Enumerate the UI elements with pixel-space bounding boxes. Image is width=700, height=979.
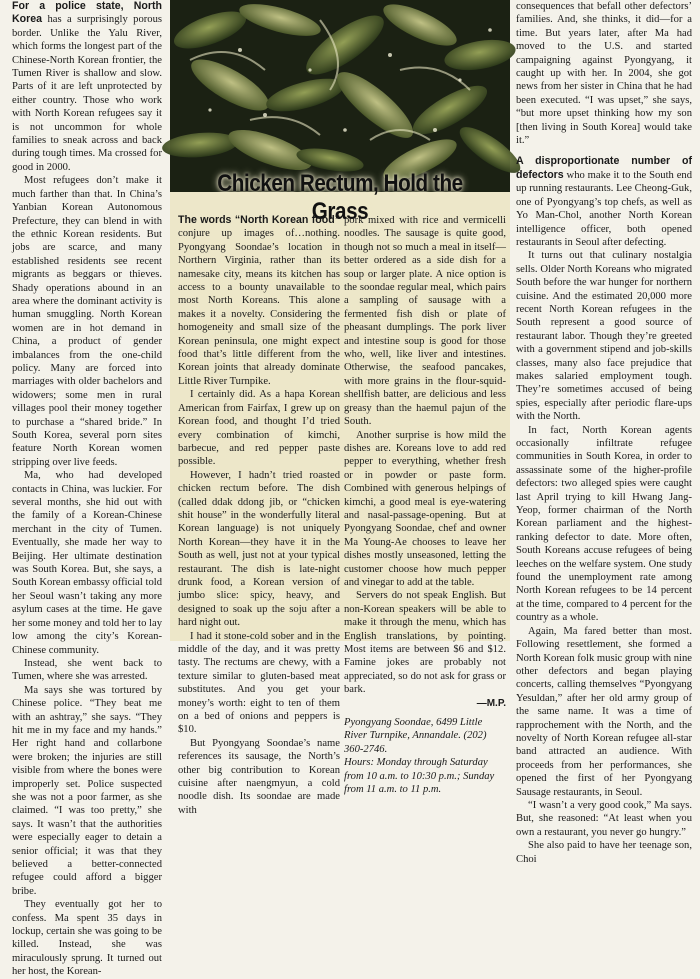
article-paragraph: Instead, she went back to Tumen, where she was arrested. (12, 657, 162, 683)
restaurant-hours: Hours: Monday through Saturday from 10 a.m. to 10:30 p.m.; Sunday from 11 a.m. to 11 p.m. (344, 757, 495, 796)
sidebar-paragraph: Another surprise is how mild the dishes are. Koreans love to add red pepper to everything, whether fresh or in powder or paste form. Combined with generous helpings of kimchi, a good meal is eye-watering and nasal-passage-opening. But at Pyongyang Soondae, chef and owner Ma Young-Ae chooses to leave her dishes mostly unseasoned, letting the customer choose how much pepper and vinegar to add at the table. (344, 429, 506, 588)
article-paragraph: consequences that befall other defectors’ families. And, she thinks, it did—for a time. But years later, after Ma had moved to the U.S. and started campaigning against Pyongyang, it caught up with her. In 2004, she got news from her sister in China that he had been executed. “I was upset,” she says, “but more upset thinking how my son [then living in South Korea] would take it.” (516, 1, 692, 147)
article-paragraph: Ma, who had developed contacts in China, was luckier. For several months, she hid out with the family of a Korean-Chinese merchant in the city of Tumen. Eventually, she made her way to Beijing. Her ultimate destination was South Korea. But, she says, a South Korean embassy official told her Seoul wasn’t taking any more asylum cases at the time. He gave her some money and told her to lay low among the city’s Korean-Chinese community. (12, 470, 162, 656)
article-paragraph: A disproportionate number of defectors who make it to the South end up running restaurants. Lee Cheong-Guk, one of Pyongyang’s top chefs, as well as Yo Man-Chol, another North Korean intelligence officer, both opened restaurants in Seoul after defecting. (516, 155, 692, 248)
restaurant-info (344, 716, 506, 796)
article-column-left (12, 0, 162, 979)
restaurant-review-sidebar (170, 0, 510, 816)
sidebar-column-b (344, 214, 506, 796)
sidebar-paragraph: However, I hadn’t tried roasted chicken rectum before. The dish (called ddak ddong jib, or “chicken shit house” in the wonderfully literal Korean language) is not uniquely North Korean—they have it in the South as well, just not at your typical restaurant. The dish is late-night drunk food, a Korean version of jumbo slice: spicy, heavy, and designed to soak up the soju after a hard night out. (178, 469, 340, 629)
sidebar-paragraph: The words “North Korean food” conjure up images of…nothing. Pyongyang Soondae’s location in Northern Virginia, rather than its namesake city, means its kitchen has access to a bounty unavailable to most North Koreans. This alone makes it a novelty. Considering the homogeneity and small size of the Korean peninsula, one might expect food that’s little different from the Korean joints that already dominate Little River Turnpike. (178, 214, 340, 387)
article-paragraph: Ma says she was tortured by Chinese police. “They beat me with an ashtray,” she says. “They hit me in my face and my hands.” Her right hand and collarbone were broken; the injuries are still visible from where the bones were improperly set. Police suspected she was not a poor farmer, as she claimed. “I was too pretty,” she says. It wasn’t that the authorities were especially eager to detain a senior official; it was that they believed a better-connected refugee could afford a bigger bribe. (12, 684, 162, 897)
article-paragraph: “I wasn’t a very good cook,” Ma says. But, she reasoned: “At least when you own a restaurant, you never go hungry.” (516, 799, 692, 838)
sidebar-headline: Chicken Rectum, Hold the Grass (217, 170, 463, 225)
article-paragraph: Most refugees don’t make it much farther than that. In China’s Yanbian Korean Autonomous Prefecture, they can blend in with the ethnic Korean residents. But jobs are scarce, and many established residents see recent migrants as beggars or thieves. Shady operations abound in an area where the dominant activity is human smuggling. North Korean women are in hot demand in China, a product of gender imbalances from the one-child policy. Many are forced into marriages with older bachelors and widowers; some men in rural villages pool their money together to purchase a “shared bride.” In South Korea, several porn sites feature North Korean women stripping over live feeds. (12, 175, 162, 468)
article-paragraph: She also paid to have her teenage son, Choi (516, 840, 692, 865)
restaurant-address: Pyongyang Soondae, 6499 Little River Turnpike, Annandale. (202) 360-2746. (344, 717, 487, 755)
sidebar-column-a (178, 214, 340, 817)
sidebar-paragraph: But Pyongyang Soondae’s name references its sausage, the North’s other big contribution to Korean cuisine after naengmyun, a cold noodle dish. Its soondae are made with (178, 737, 340, 816)
food-photo (170, 0, 510, 192)
section-runin-heading: For a police state, North Korea (12, 0, 162, 26)
article-column-right (516, 0, 692, 866)
greens-dish-image (170, 0, 510, 192)
sidebar-runin-heading: The words “North Korean food” (178, 214, 340, 226)
sidebar-paragraph: Servers do not speak English. But non-Korean speakers will be able to make it through the menu, which has English translations, by pointing. Most items are between $6 and $12. Famine jokes are probably not appreciated, so do not ask for grass or bark. (344, 590, 506, 696)
sidebar-paragraph: pork mixed with rice and vermicelli noodles. The sausage is quite good, though not so much a meal in itself—better ordered as a side dish for a soup or larger plate. A nice option is the soondae regular meal, which pairs a sampling of sausage with a fermented fish dish or plate of pheasant dumplings. The pork liver and intestine soup is good for those who, well, like liver and intestines. Otherwise, the seafood pancakes, with more grains in the flour-squid-shellfish batter, are delicious and less greasy than the haemul pajun of the South. (344, 215, 506, 428)
article-paragraph: For a police state, North Korea has a surprisingly porous border. Unlike the Yalu River, which forms the longest part of the Chinese-North Korean frontier, the Tumen River is shallow and slow. Parts of it are left unprotected by either country. Those who work with North Korean refugees say it is not uncommon for whole families to sneak across and back during tough times. Ma crossed for good in 2000. (12, 0, 162, 173)
article-paragraph: In fact, North Korean agents occasionally infiltrate refugee communities in South Korea, in order to assassinate some of the higher-profile defectors: two alleged spies were caught last April trying to kill Hwang Jang-Yeop, former chairman of the North Korean parliament and the highest-ranking defector to date. More often, South Koreans accuse refugees of being leeches on the welfare system. One study found the unemployment rate among North Korean refugees to be 14 percent at the time, compared to 4 percent for the country as a whole. (516, 424, 692, 624)
sidebar-paragraph: I had it stone-cold sober and in the middle of the day, and it was pretty tasty. The rectums are chewy, with a texture similar to gluten-based meat substitutes. And you get your money’s worth: eight to ten of them on a bed of onions and peppers is $10. (178, 630, 340, 736)
author-initials: —M.P. (476, 697, 506, 709)
article-paragraph: Again, Ma fared better than most. Following resettlement, she formed a North Korean folk music group with nine other defectors and began playing concerts, calling themselves “Pyongyang Yesuldan,” after her old army group of the same name. It was a time of rapprochement with the North, and the novelty of North Korean refugee all-star band attracted an audience. With proceeds from her performances, she opened the first of her Pyongyang Sausage restaurants, in Seoul. (516, 625, 692, 798)
article-paragraph: They eventually got her to confess. Ma spent 35 days in lockup, certain she was going to be killed. Instead, she was miraculously sprung. It turned out her host, the Korean- (12, 899, 162, 978)
sidebar-paragraph: I certainly did. As a hapa Korean American from Fairfax, I grew up on Korean food, and thought I’d tried every combination of kimchi, barbecue, and red pepper paste possible. (178, 389, 340, 468)
article-paragraph: It turns out that culinary nostalgia sells. Older North Koreans who migrated South before the war hunger for northern cuisine. And the estimated 20,000 more recent North Korean refugees in the South represent a good source of restaurant labor. Though they’re greeted with a government stipend and job-skills classes, many also face prejudice that makes salaried employment tough. They’re sometimes accused of being spies, especially after periodic flare-ups with the North. (516, 250, 692, 423)
section-runin-heading: A disproportionate number of defectors (516, 155, 692, 181)
